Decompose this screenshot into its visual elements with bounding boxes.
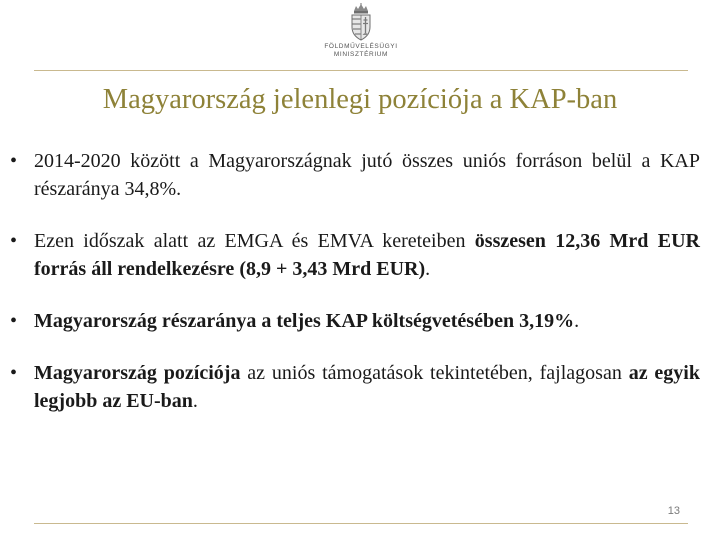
bullet-item-2 [10,227,700,283]
ministry-logo [318,3,404,69]
bullet-2-text: Ezen időszak alatt az EMGA és EMVA kereteiben [34,230,475,252]
slide-title: Magyarország jelenlegi pozíciója a KAP-ban [102,84,618,115]
header-divider [34,70,688,71]
bullet-3-bold: Magyarország részaránya a teljes KAP költségvetésében 3,19% [34,310,575,332]
page-number: 13 [667,505,680,517]
bullet-4-text: az uniós támogatások tekintetében, fajlagosan [240,362,629,384]
bullet-2-end: . [425,258,431,280]
logo-line-1: FÖLDMŰVELÉSÜGYI [324,43,398,50]
bullet-4-bold-2: az egyik legjobb az EU-ban [34,362,700,412]
bullet-4-end: . [192,390,198,412]
bullet-item-3 [10,307,700,335]
bullet-4-bold: Magyarország pozíciója [34,362,241,384]
logo-line-2: MINISZTÉRIUM [333,51,389,58]
hungarian-coat-of-arms-icon [348,3,374,43]
bullet-1-text: 2014-2020 között a Magyarországnak jutó összes uniós forráson belül a KAP részaránya 34,8%. [34,150,700,200]
footer-divider [34,523,688,524]
bullet-item-4 [10,359,700,415]
bullet-3-end: . [574,310,580,332]
bullet-item-1 [10,147,700,203]
bullet-2-bold: összesen 12,36 Mrd EUR forrás áll rendelkezésre (8,9 + 3,43 Mrd EUR) [34,230,700,280]
bullet-list [10,147,700,439]
